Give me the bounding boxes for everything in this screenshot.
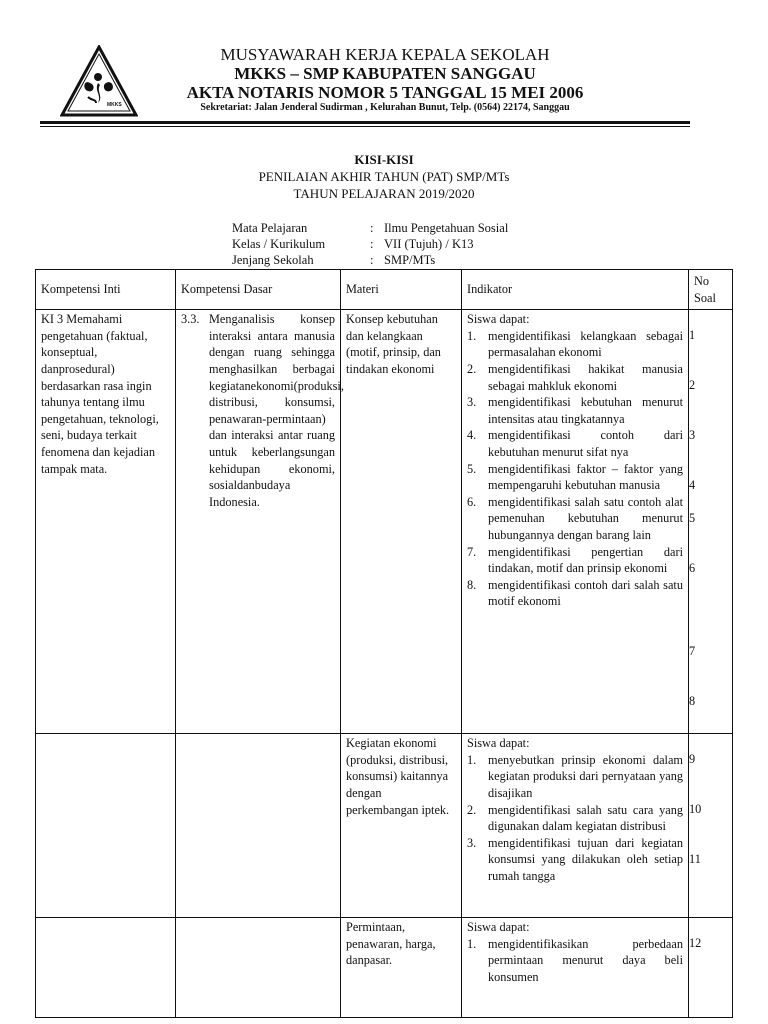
kisi-kisi-table <box>35 269 733 1018</box>
doc-subtitle: PENILAIAN AKHIR TAHUN (PAT) SMP/MTs <box>258 169 510 184</box>
no-soal: 10 <box>689 802 702 817</box>
no-soal: 2 <box>689 378 696 393</box>
org-name: MUSYAWARAH KERJA KEPALA SEKOLAH <box>220 45 550 64</box>
list-item: 1. mengidentifikasi kelangkaan sebagai permasalahan ekonomi <box>467 328 683 360</box>
header-rule-thin <box>40 126 690 127</box>
kd-number: 3.3. <box>181 312 200 327</box>
cell-empty <box>36 918 176 1018</box>
list-item: 2. mengidentifikasi salah satu cara yang digunakan dalam kegiatan distribusi <box>467 802 683 834</box>
cell-no-soal <box>689 734 733 918</box>
org-subname: MKKS – SMP KABUPATEN SANGGAU <box>234 64 536 83</box>
no-soal: 9 <box>689 752 696 767</box>
list-item: 8. mengidentifikasi contoh dari salah satu motif ekonomi <box>467 577 683 609</box>
cell-indikator <box>462 918 689 1018</box>
meta-value: Ilmu Pengetahuan Sosial <box>384 221 509 235</box>
no-soal: 4 <box>689 478 696 493</box>
cell-indikator <box>462 734 689 918</box>
no-soal: 5 <box>689 511 696 526</box>
materi-text: Konsep kebutuhan dan kelangkaan (motif, prinsip, dan tindakan ekonomi <box>346 312 441 376</box>
cell-materi <box>341 310 462 734</box>
table-row <box>36 734 733 918</box>
header-materi: Materi <box>341 270 462 310</box>
materi-text: Kegiatan ekonomi (produksi, distribusi, konsumsi) kaitannya dengan perkembangan iptek. <box>346 736 450 817</box>
indikator-list <box>467 752 683 885</box>
cell-no-soal <box>689 310 733 734</box>
doc-title: KISI-KISI <box>354 152 414 167</box>
meta-value: SMP/MTs <box>384 253 436 267</box>
siswa-dapat-label: Siswa dapat: <box>467 736 530 751</box>
cell-materi <box>341 734 462 918</box>
mkks-logo <box>60 45 138 117</box>
list-item: 6. mengidentifikasi salah satu contoh alat pemenuhan kebutuhan menurut hubungannya dengan barang lain <box>467 494 683 542</box>
notary-deed: AKTA NOTARIS NOMOR 5 TANGGAL 15 MEI 2006 <box>186 83 584 102</box>
materi-text: Permintaan, penawaran, harga, danpasar. <box>346 920 436 968</box>
header-kompetensi-dasar: Kompetensi Dasar <box>176 270 341 310</box>
cell-indikator <box>462 310 689 734</box>
meta-label: Jenjang Sekolah <box>232 253 314 267</box>
cell-kompetensi-inti <box>36 310 176 734</box>
no-soal: 1 <box>689 328 696 343</box>
no-soal: 3 <box>689 428 696 443</box>
header-indikator: Indikator <box>462 270 689 310</box>
no-soal: 7 <box>689 644 696 659</box>
list-item: 1. mengidentifikasikan perbedaan permintaan menurut daya beli konsumen <box>467 936 683 984</box>
secretariat-address: Sekretariat: Jalan Jenderal Sudirman , Kelurahan Bunut, Telp. (0564) 22174, Sanggau <box>200 102 570 113</box>
list-item: 2. mengidentifikasi hakikat manusia sebagai mahkluk ekonomi <box>467 361 683 393</box>
kd-text: Menganalisis konsep interaksi antara manusia dengan ruang sehingga menghasilkan berbagai kegiatanekonomi(produksi, distribusi, konsumsi, penawaran-permintaan) dan interaksi antar ruang untuk keberlangsungan kehidupan ekonomi, sosialdanbudaya Indonesia. <box>209 312 344 509</box>
siswa-dapat-label: Siswa dapat: <box>467 920 530 935</box>
cell-kompetensi-dasar <box>176 310 344 734</box>
meta-label: Mata Pelajaran <box>232 221 308 235</box>
list-item: 3. mengidentifikasi kebutuhan menurut intensitas atau tingkatannya <box>467 395 683 426</box>
indikator-list <box>467 936 683 986</box>
logo-caption: MKKS <box>107 102 122 108</box>
header-no-soal: No Soal <box>689 270 733 310</box>
list-item: 4. mengidentifikasi contoh dari kebutuhan menurut sifat nya <box>467 428 683 459</box>
list-item: 3. mengidentifikasi tujuan dari kegiatan konsumsi yang dilakukan oleh setiap rumah tangga <box>467 835 683 883</box>
no-soal: 8 <box>689 694 696 709</box>
indikator-list <box>467 328 683 610</box>
list-item: 5. mengidentifikasi faktor – faktor yang mempengaruhi kebutuhan manusia <box>467 461 683 493</box>
meta-label: Kelas / Kurikulum <box>232 237 326 251</box>
no-soal: 6 <box>689 561 696 576</box>
list-item: 7. mengidentifikasi pengertian dari tindakan, motif dan prinsip ekonomi <box>467 544 683 576</box>
table-row <box>36 918 733 1018</box>
table-header-row <box>36 270 733 310</box>
siswa-dapat-label: Siswa dapat: <box>467 312 530 327</box>
meta-value: VII (Tujuh) / K13 <box>384 237 474 251</box>
header-kompetensi-inti: Kompetensi Inti <box>36 270 176 310</box>
ki-text: KI 3 Memahami pengetahuan (faktual, konseptual, danprosedural) berdasarkan rasa ingin tahunya tentang ilmu pengetahuan, teknologi, seni, budaya terkait fenomena dan kejadian tampak mata. <box>41 312 159 476</box>
list-item: 1. menyebutkan prinsip ekonomi dalam kegiatan produksi dari pernyataan yang disajikan <box>467 752 683 800</box>
doc-year: TAHUN PELAJARAN 2019/2020 <box>293 186 475 201</box>
cell-empty <box>176 734 341 918</box>
cell-empty <box>36 734 176 918</box>
cell-materi <box>341 918 462 1018</box>
header-rule-thick <box>40 121 690 124</box>
no-soal: 11 <box>689 852 701 867</box>
cell-empty <box>176 918 341 1018</box>
table-row <box>36 310 733 734</box>
no-soal: 12 <box>689 936 702 951</box>
cell-no-soal <box>689 918 733 1018</box>
